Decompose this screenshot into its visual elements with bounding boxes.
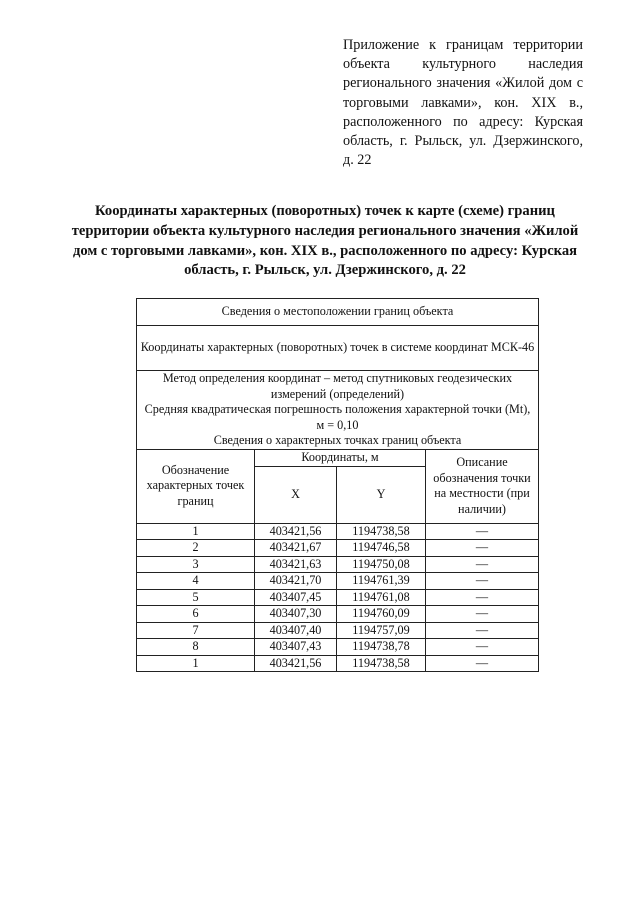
point-cell: 4: [137, 573, 255, 590]
y-cell: 1194738,58: [337, 655, 426, 672]
method-text: Метод определения координат – метод спутниковых геодезических измерений (определений): [162, 371, 513, 401]
x-cell: 403407,40: [255, 622, 337, 639]
description-cell: —: [426, 622, 539, 639]
x-cell: 403421,56: [255, 655, 337, 672]
accuracy-text: Средняя квадратическая погрешность положения характерной точки (Mt), м = 0,10: [144, 402, 531, 432]
x-cell: 403421,63: [255, 556, 337, 573]
y-cell: 1194757,09: [337, 622, 426, 639]
document-title: Координаты характерных (поворотных) точек к карте (схеме) границ территории объекта культурного наследия регионального значения «Жилой дом с торговыми лавками», кон. XIX в., расположенного по адресу: Курская область, г. Рыльск, ул. Дзержинского, д. 22: [71, 203, 579, 279]
y-cell: 1194738,58: [337, 523, 426, 540]
description-cell: —: [426, 556, 539, 573]
point-cell: 3: [137, 556, 255, 573]
table-row: [137, 655, 539, 672]
table-row: [137, 589, 539, 606]
x-cell: 403407,30: [255, 606, 337, 623]
description-cell: —: [426, 573, 539, 590]
x-cell: 403421,67: [255, 540, 337, 557]
points-info-text: Сведения о характерных точках границ объекта: [213, 433, 462, 447]
y-cell: 1194738,78: [337, 639, 426, 656]
point-cell: 1: [137, 523, 255, 540]
method-cell: [137, 371, 539, 450]
point-cell: 2: [137, 540, 255, 557]
y-cell: 1194761,08: [337, 589, 426, 606]
coordinates-table: [136, 298, 539, 672]
description-cell: —: [426, 589, 539, 606]
table-row: [137, 606, 539, 623]
description-cell: —: [426, 606, 539, 623]
x-cell: 403407,43: [255, 639, 337, 656]
table-body: [137, 523, 539, 672]
point-cell: 6: [137, 606, 255, 623]
x-cell: 403407,45: [255, 589, 337, 606]
description-cell: —: [426, 639, 539, 656]
table-row: [137, 556, 539, 573]
table-row: [137, 573, 539, 590]
y-column-header: Y: [337, 466, 426, 523]
description-column-header: Описание обозначения точки на местности (при наличии): [426, 449, 539, 523]
description-cell: —: [426, 540, 539, 557]
description-cell: —: [426, 655, 539, 672]
x-cell: 403421,56: [255, 523, 337, 540]
table-row: [137, 523, 539, 540]
y-cell: 1194750,08: [337, 556, 426, 573]
point-cell: 1: [137, 655, 255, 672]
table-row: [137, 540, 539, 557]
x-cell: 403421,70: [255, 573, 337, 590]
y-cell: 1194761,39: [337, 573, 426, 590]
point-cell: 5: [137, 589, 255, 606]
table-row: [137, 622, 539, 639]
table-row: [137, 639, 539, 656]
x-column-header: X: [255, 466, 337, 523]
coordinates-column-header: Координаты, м: [255, 449, 426, 466]
y-cell: 1194760,09: [337, 606, 426, 623]
description-cell: —: [426, 523, 539, 540]
section-location-heading: Сведения о местоположении границ объекта: [137, 299, 539, 326]
point-cell: 7: [137, 622, 255, 639]
coordinate-system-heading: Координаты характерных (поворотных) точек в системе координат МСК-46: [137, 326, 539, 371]
y-cell: 1194746,58: [337, 540, 426, 557]
point-cell: 8: [137, 639, 255, 656]
appendix-note: Приложение к границам территории объекта культурного наследия регионального значения «Жилой дом с торговыми лавками», кон. XIX в., расположенного по адресу: Курская область, г. Рыльск, ул. Дзержинского, д. 22: [343, 37, 583, 169]
designation-column-header: Обозначение характерных точек границ: [137, 449, 255, 523]
